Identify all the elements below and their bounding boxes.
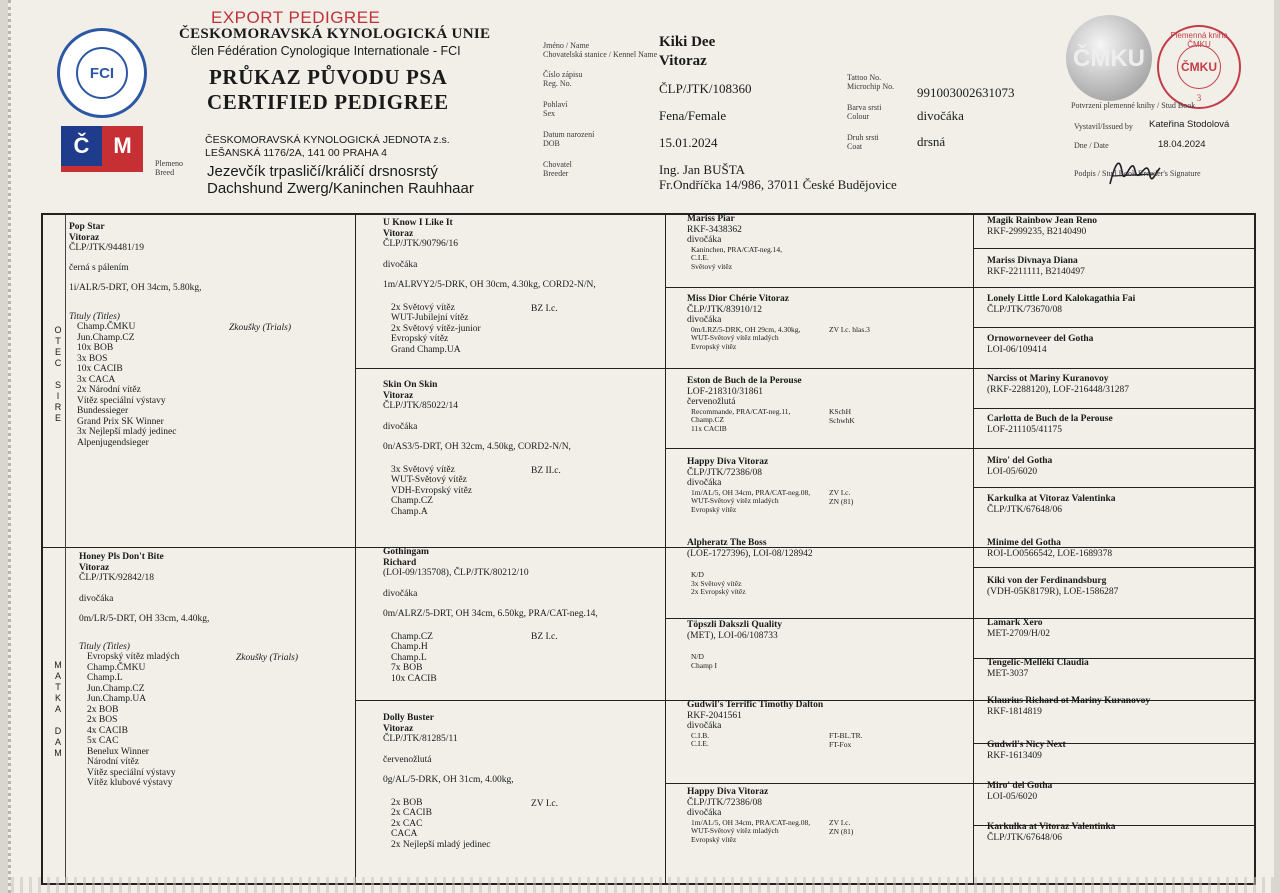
breed-label: Plemeno Breed (155, 159, 183, 177)
gen4-ancestor (987, 456, 1249, 477)
studbook-stamp (1157, 25, 1241, 109)
sire-title-item: Vítěz speciální výstavy (77, 395, 166, 406)
fci-logo-text: FCI (76, 47, 128, 99)
gen4-ancestor (987, 618, 1249, 639)
hologram-sticker (1066, 15, 1152, 101)
dam-title-item: 2x BOS (87, 715, 118, 725)
sire-info: 1i/ALR/5-DRT, OH 34cm, 5.80kg, (69, 283, 202, 293)
ancestor-name: Miro' del Gotha (987, 781, 1053, 791)
ancestor-name: Gothingam (383, 547, 429, 557)
ancestor-trial: BZ I.c. (531, 304, 558, 314)
ancestor-trial: ZV I.c. (531, 799, 558, 809)
ancestor-reg: RKF-1613409 (987, 750, 1042, 761)
ancestor-kennel: Vitoraz (383, 390, 414, 401)
gen4-ancestor (987, 414, 1249, 435)
ancestor-reg: ČLP/JTK/81285/11 (383, 734, 458, 744)
gen4-ancestor (987, 334, 1249, 355)
ancestor-reg: ČLP/JTK/90796/16 (383, 239, 458, 249)
stamp-number: 3 (1196, 93, 1202, 103)
studbook-confirm: Potvrzení plemenné knihy / Stud Book (1071, 101, 1196, 110)
ancestor-detail-line: Champ.CZ (691, 415, 725, 424)
ancestor-reg: (LOI-09/135708), ČLP/JTK/80212/10 (383, 568, 529, 578)
ancestor-kennel: Richard (383, 557, 417, 568)
ancestor-title-item: 2x Světový vítěz (391, 302, 455, 313)
side-divider (65, 215, 66, 883)
dam-cell (79, 552, 349, 789)
issued-by: Kateřina Stodolová (1149, 119, 1230, 130)
dam-trials-label: Zkoušky (Trials) (236, 653, 299, 663)
sire-title-item: 3x BOS (77, 353, 108, 364)
dam-reg: ČLP/JTK/92842/18 (79, 573, 154, 583)
sire-title-item: 10x BOB (77, 343, 114, 353)
ancestor-name: Miro' del Gotha (987, 456, 1053, 466)
sire-title-item: 3x Nejlepší mladý jedinec (77, 427, 177, 437)
ancestor-trial: KSchH SchwhK (829, 407, 855, 425)
ancestor-colour: divočáka (687, 478, 722, 488)
dam-title-item: 5x CAC (87, 736, 119, 746)
ancestor-detail-line: C.I.E. (691, 253, 709, 262)
ancestor-reg: LOI-05/6020 (987, 466, 1038, 477)
cmku-logo-stripe (61, 166, 143, 172)
ancestor-name: Ornoworneveer del Gotha (987, 334, 1094, 344)
dam-title-item: Evropský vítěz mladých (87, 652, 180, 662)
gen2-ancestor (383, 218, 673, 355)
dam-titles-list (79, 652, 349, 789)
ancestor-name: Gudwil's Nicy Next (987, 740, 1066, 750)
ancestor-trial: FT-BL.TR. FT-Fox (829, 731, 863, 749)
dam-title-item: Benelux Winner (87, 746, 149, 757)
gen4-ancestor (987, 781, 1249, 802)
ancestor-name: Miss Dior Chérie Vitoraz (687, 294, 789, 304)
ancestor-detail-line: 1m/AL/5, OH 34cm, PRA/CAT-neg.08, (691, 817, 811, 827)
dam-kennel: Vitoraz (79, 562, 110, 573)
ancestor-reg: (MET), LOI-06/108733 (687, 630, 778, 641)
ancestor-info: 0g/AL/5-DRK, OH 31cm, 4.00kg, (383, 775, 514, 785)
ancestor-detail-line: Evropský vítěz (691, 834, 737, 844)
dam-title-item: 4x CACIB (87, 725, 128, 736)
ancestor-title-item: Champ.CZ (391, 496, 433, 506)
ancestor-title-item: 2x Nejlepší mladý jedinec (391, 839, 491, 850)
sire-title-item: Grand Prix SK Winner (77, 416, 164, 427)
sire-cell (69, 222, 349, 448)
dog-microchip: 991003002631073 (917, 85, 1015, 100)
ancestor-info: 0n/AS3/5-DRT, OH 32cm, 4.50kg, CORD2-N/N, (383, 442, 571, 452)
dam-title-item: Vítěz klubové výstavy (87, 778, 173, 788)
ancestor-colour: červenožlutá (687, 397, 736, 407)
gen2-ancestor (383, 547, 673, 684)
club-name: ČESKOMORAVSKÁ KYNOLOGICKÁ JEDNOTA z.s. (205, 134, 450, 146)
sire-titles-list (69, 322, 349, 448)
ancestor-name: Lonely Little Lord Kalokagathia Fai (987, 294, 1136, 304)
ancestor-name: Mariss Divnaya Diana (987, 256, 1078, 266)
dam-title-item: Jun.Champ.UA (87, 694, 147, 704)
dam-side-label: M A T K A D A M (54, 660, 62, 758)
ancestor-detail-line: Světový vítěz (691, 261, 733, 271)
ancestor-name: Happy Diva Vitoraz (687, 787, 769, 797)
ancestor-reg: ČLP/JTK/72386/08 (687, 797, 762, 808)
grid-divider (973, 327, 1254, 328)
ancestor-colour: červenožlutá (383, 754, 432, 765)
ancestor-detail-line: Recommande, PRA/CAT-neg.11, (691, 406, 791, 416)
ancestor-title-item: Champ.H (391, 642, 428, 652)
date-label: Dne / Date (1074, 141, 1109, 150)
ancestor-trial: ZV I.c. ZN (81) (829, 818, 854, 836)
dog-colour: divočáka (917, 108, 964, 123)
ancestor-name: Narciss ot Mariny Kuranovoy (987, 374, 1109, 384)
hologram-text: ČMKU (1073, 45, 1145, 72)
ancestor-detail-line: Evropský vítěz (691, 341, 737, 351)
org-subtitle: člen Fédération Cynologique Internationale - FCI (191, 44, 461, 58)
ancestor-details (691, 653, 967, 670)
ancestor-title-item: Grand Champ.UA (391, 344, 461, 355)
gen3-ancestor (687, 700, 967, 749)
sire-title-item: 10x CACIB (77, 364, 123, 374)
export-pedigree-label: EXPORT PEDIGREE (211, 8, 381, 27)
ancestor-reg: (LOE-1727396), LOI-08/128942 (687, 548, 813, 559)
ancestor-detail-line: 3x Světový vítěz (691, 578, 742, 588)
sire-title-item: Bundessieger (77, 406, 129, 416)
ancestor-details (691, 246, 967, 272)
grid-divider (665, 448, 1254, 449)
name-label: Jméno / Name Chovatelská stanice / Kennel Name (543, 41, 658, 59)
ancestor-title-item: 10x CACIB (391, 673, 437, 684)
grid-divider (973, 487, 1254, 488)
ancestor-reg: MET-2709/H/02 (987, 628, 1050, 639)
ancestor-detail-line: WUT-Světový vítěz mladých (691, 826, 779, 835)
ancestor-detail-line: 11x CACIB (691, 423, 727, 433)
dam-title-item: Vítěz speciální výstavy (87, 767, 176, 778)
dam-title-item: 2x BOB (87, 704, 119, 715)
issued-by-label: Vystavil/Issued by (1074, 122, 1133, 131)
ancestor-title-item: 3x Světový vítěz (391, 464, 455, 475)
gen4-ancestor (987, 374, 1249, 395)
gen4-ancestor (987, 658, 1249, 679)
stamp-center: ČMKU (1177, 45, 1221, 89)
ancestor-reg: RKF-2999235, B2140490 (987, 226, 1087, 237)
sire-title-item: Jun.Champ.CZ (77, 332, 135, 343)
title-cz: PRŮKAZ PŮVODU PSA (209, 65, 448, 89)
grid-divider (973, 567, 1254, 568)
ancestor-name: Klaurius Richard ot Mariny Kuranovoy (987, 696, 1151, 706)
dam-info: 0m/LR/5-DRT, OH 33cm, 4.40kg, (79, 614, 210, 624)
ancestor-reg: RKF-2211111, B2140497 (987, 266, 1085, 277)
ancestor-kennel: Vitoraz (383, 723, 414, 734)
ancestor-title-item: CACA (391, 829, 418, 839)
gen4-ancestor (987, 740, 1249, 761)
ancestor-reg: ČLP/JTK/67648/06 (987, 832, 1062, 843)
breed-en: Dachshund Zwerg/Kaninchen Rauhhaar (207, 180, 474, 197)
ancestor-title-item: Evropský vítěz (391, 334, 449, 344)
ancestor-name: Happy Diva Vitoraz (687, 457, 769, 467)
gen4-ancestor (987, 822, 1249, 843)
ancestor-detail-line: 1m/AL/5, OH 34cm, PRA/CAT-neg.08, (691, 487, 811, 497)
dog-kennel: Vitoraz (659, 53, 707, 69)
issue-date: 18.04.2024 (1158, 139, 1206, 150)
ancestor-reg: ČLP/JTK/67648/06 (987, 504, 1062, 515)
dob-label: Datum narození DOB (543, 130, 595, 148)
breeder-name: Ing. Jan BUŠTA (659, 162, 745, 177)
gen4-ancestor (987, 256, 1249, 277)
stamp-ring-text: Plemenná kniha ČMKU (1170, 31, 1228, 49)
pedigree-document (8, 0, 1274, 893)
dam-title-item: Národní vítěz (87, 757, 139, 767)
ancestor-name: Eston de Buch de la Perouse (687, 376, 802, 386)
ancestor-detail-line: 2x Evropský vítěz (691, 587, 746, 596)
grid-divider (973, 248, 1254, 249)
gen3-ancestor (687, 787, 967, 844)
ancestor-details (691, 571, 967, 597)
sire-name: Pop Star (69, 222, 105, 232)
fci-logo (57, 28, 147, 118)
dog-dob: 15.01.2024 (659, 135, 718, 150)
gen4-ancestor (987, 216, 1249, 237)
ancestor-title-item: Champ.L (391, 652, 427, 663)
ancestor-reg: ČLP/JTK/85022/14 (383, 401, 458, 411)
ancestor-reg: RKF-1814819 (987, 706, 1042, 717)
ancestor-name: Mariss Piar (687, 214, 735, 224)
grid-divider (355, 368, 1254, 369)
ancestor-name: Karkulka at Vitoraz Valentinka (987, 494, 1116, 504)
ancestor-name: Skin On Skin (383, 380, 438, 390)
ancestor-reg: RKF-2041561 (687, 710, 742, 721)
ancestor-detail-line: WUT-Světový vítěz mladých (691, 496, 779, 505)
gen2-ancestor (383, 380, 673, 517)
ancestor-reg: (RKF-2288120), LOF-216448/31287 (987, 384, 1129, 395)
cmku-logo (61, 126, 143, 166)
sire-kennel: Vitoraz (69, 232, 100, 243)
ancestor-detail-line: Kaninchen, PRA/CAT-neg.14, (691, 244, 782, 254)
ancestor-reg: LOF-218310/31861 (687, 386, 763, 397)
org-name: ČESKOMORAVSKÁ KYNOLOGICKÁ UNIE (179, 26, 491, 42)
dog-name: Kiki Dee (659, 34, 716, 50)
sire-reg: ČLP/JTK/94481/19 (69, 243, 144, 253)
cmku-logo-letter: M (102, 126, 143, 166)
ancestor-detail-line: Champ I (691, 660, 718, 670)
ancestor-detail-line: Evropský vítěz (691, 504, 737, 514)
sire-title-item: 3x CACA (77, 374, 116, 385)
breeder-address: Fr.Ondříčka 14/986, 37011 České Budějovice (659, 177, 897, 192)
ancestor-title-item: WUT-Jubilejní vítěz (391, 313, 469, 323)
ancestor-title-item: 2x BOB (391, 797, 423, 808)
gen4-ancestor (987, 494, 1249, 515)
ancestor-name: Tengelic-Melléki Claudia (987, 658, 1089, 668)
ancestor-detail-line: C.I.B. (691, 730, 710, 740)
dam-title-item: Champ.L (87, 673, 123, 683)
signature-label: Podpis / Stud Book Breeder's Signature (1074, 169, 1201, 178)
ancestor-name: Kiki von der Ferdinandsburg (987, 576, 1107, 586)
breeder-label: Chovatel Breeder (543, 160, 572, 178)
ancestor-name: Magik Rainbow Jean Reno (987, 216, 1098, 226)
ancestor-name: Töpszli Dakszli Quality (687, 620, 783, 630)
ancestor-name: U Know I Like It (383, 218, 453, 228)
sex-label: Pohlaví Sex (543, 100, 568, 118)
ancestor-name: Alpheratz The Boss (687, 538, 767, 548)
ancestor-colour: divočáka (383, 588, 418, 599)
ancestor-title-item: Champ.CZ (391, 631, 433, 642)
sire-trials-label: Zkoušky (Trials) (229, 323, 292, 333)
sire-colour: černá s pálením (69, 262, 129, 273)
gen4-ancestor (987, 576, 1249, 597)
ancestor-name: Minime del Gotha (987, 538, 1061, 548)
sire-side-label: O T E C S I R E (54, 325, 62, 423)
reg-label: Číslo zápisu Reg. No. (543, 70, 583, 88)
ancestor-reg: ČLP/JTK/83910/12 (687, 304, 762, 315)
sire-title-item: Alpenjugendsieger (77, 437, 149, 448)
gen3-ancestor (687, 538, 967, 597)
ancestor-title-item: 2x CAC (391, 818, 423, 829)
gen4-ancestor (987, 294, 1249, 315)
gen4-ancestor (987, 538, 1249, 559)
dog-reg: ČLP/JTK/108360 (659, 81, 752, 96)
gen3-ancestor (687, 457, 967, 514)
ancestor-title-item: VDH-Evropský vítěz (391, 485, 472, 496)
coat-label: Druh srsti Coat (847, 133, 879, 151)
ancestor-colour: divočáka (383, 259, 418, 270)
ancestor-info: 1m/ALRVY2/5-DRK, OH 30cm, 4.30kg, CORD2-N/N, (383, 280, 596, 290)
club-address: LEŠANSKÁ 1176/2A, 141 00 PRAHA 4 (205, 147, 387, 159)
gen3-ancestor (687, 214, 967, 271)
ancestor-reg: LOI-06/109414 (987, 344, 1047, 355)
dog-coat: drsná (917, 134, 946, 149)
dam-title-item: Jun.Champ.CZ (87, 683, 145, 694)
microchip-label: Tattoo No. Microchip No. (847, 73, 895, 91)
dam-name: Honey Pls Don't Bite (79, 552, 164, 562)
sire-title-item: Champ.ČMKU (77, 322, 136, 332)
ancestor-colour: divočáka (687, 721, 722, 731)
ancestor-info: 0m/ALRZ/5-DRT, OH 34cm, 6.50kg, PRA/CAT-neg.14, (383, 609, 598, 619)
colour-label: Barva srsti Colour (847, 103, 882, 121)
ancestor-reg: LOI-05/6020 (987, 791, 1038, 802)
ancestor-kennel: Vitoraz (383, 228, 414, 239)
dog-sex: Fena/Female (659, 108, 727, 123)
gen3-ancestor (687, 376, 967, 433)
gen3-ancestor (687, 294, 967, 351)
ancestor-colour: divočáka (383, 421, 418, 432)
ancestor-trial: BZ I.c. (531, 632, 558, 642)
ancestor-reg: RKF-3438362 (687, 224, 742, 235)
ancestor-detail-line: N/D (691, 652, 704, 661)
ancestor-name: Gudwil's Terrific Timothy Dalton (687, 700, 824, 710)
ancestor-reg: MET-3037 (987, 668, 1029, 679)
ancestor-reg: ROI-LO0566542, LOE-1689378 (987, 548, 1113, 559)
ancestor-reg: (VDH-05K8179R), LOE-1586287 (987, 586, 1119, 597)
ancestor-title-item: WUT-Světový vítěz (391, 475, 467, 485)
ancestor-reg: LOF-211105/41175 (987, 424, 1062, 435)
grid-divider (973, 408, 1254, 409)
gen2-ancestor (383, 713, 673, 850)
title-en: CERTIFIED PEDIGREE (207, 90, 449, 114)
ancestor-title-item: Champ.A (391, 506, 428, 517)
ancestor-reg: ČLP/JTK/73670/08 (987, 304, 1062, 315)
breed-cz: Jezevčík trpasličí/králičí drsnosrstý (207, 163, 438, 180)
ancestor-title-item: 2x Světový vítěz-junior (391, 323, 481, 334)
ancestor-colour: divočáka (687, 315, 722, 325)
sire-titles-label: Tituly (Titles) (69, 311, 120, 322)
ancestor-trial: ZV I.c. hlas.3 (829, 325, 870, 334)
dam-titles-label: Tituly (Titles) (79, 641, 130, 652)
ancestor-detail-line: 0m/LRZ/5-DRK, OH 29cm, 4.30kg, (691, 324, 801, 334)
dam-title-item: Champ.ČMKU (87, 662, 146, 673)
ancestor-name: Lamark Xero (987, 618, 1043, 628)
ancestor-trial: BZ II.c. (531, 466, 561, 476)
ancestor-colour: divočáka (687, 235, 722, 245)
ancestor-title-item: 7x BOB (391, 663, 423, 673)
ancestor-name: Carlotta de Buch de la Perouse (987, 414, 1113, 424)
sire-title-item: 2x Národní vítěz (77, 385, 141, 395)
ancestor-trial: ZV I.c. ZN (81) (829, 488, 854, 506)
gen4-ancestor (987, 696, 1249, 717)
ancestor-title-item: 2x CACIB (391, 808, 432, 818)
grid-divider (355, 215, 356, 883)
gen3-ancestor (687, 620, 967, 670)
dam-colour: divočáka (79, 593, 114, 604)
ancestor-detail-line: K/D (691, 570, 704, 579)
ancestor-name: Karkulka at Vitoraz Valentinka (987, 822, 1116, 832)
ancestor-reg: ČLP/JTK/72386/08 (687, 467, 762, 478)
ancestor-detail-line: C.I.E. (691, 739, 709, 748)
ancestor-name: Dolly Buster (383, 713, 434, 723)
ancestor-colour: divočáka (687, 808, 722, 818)
cmku-logo-letter: Č (61, 126, 102, 166)
grid-divider (665, 287, 1254, 288)
ancestor-detail-line: WUT-Světový vítěz mladých (691, 333, 779, 342)
